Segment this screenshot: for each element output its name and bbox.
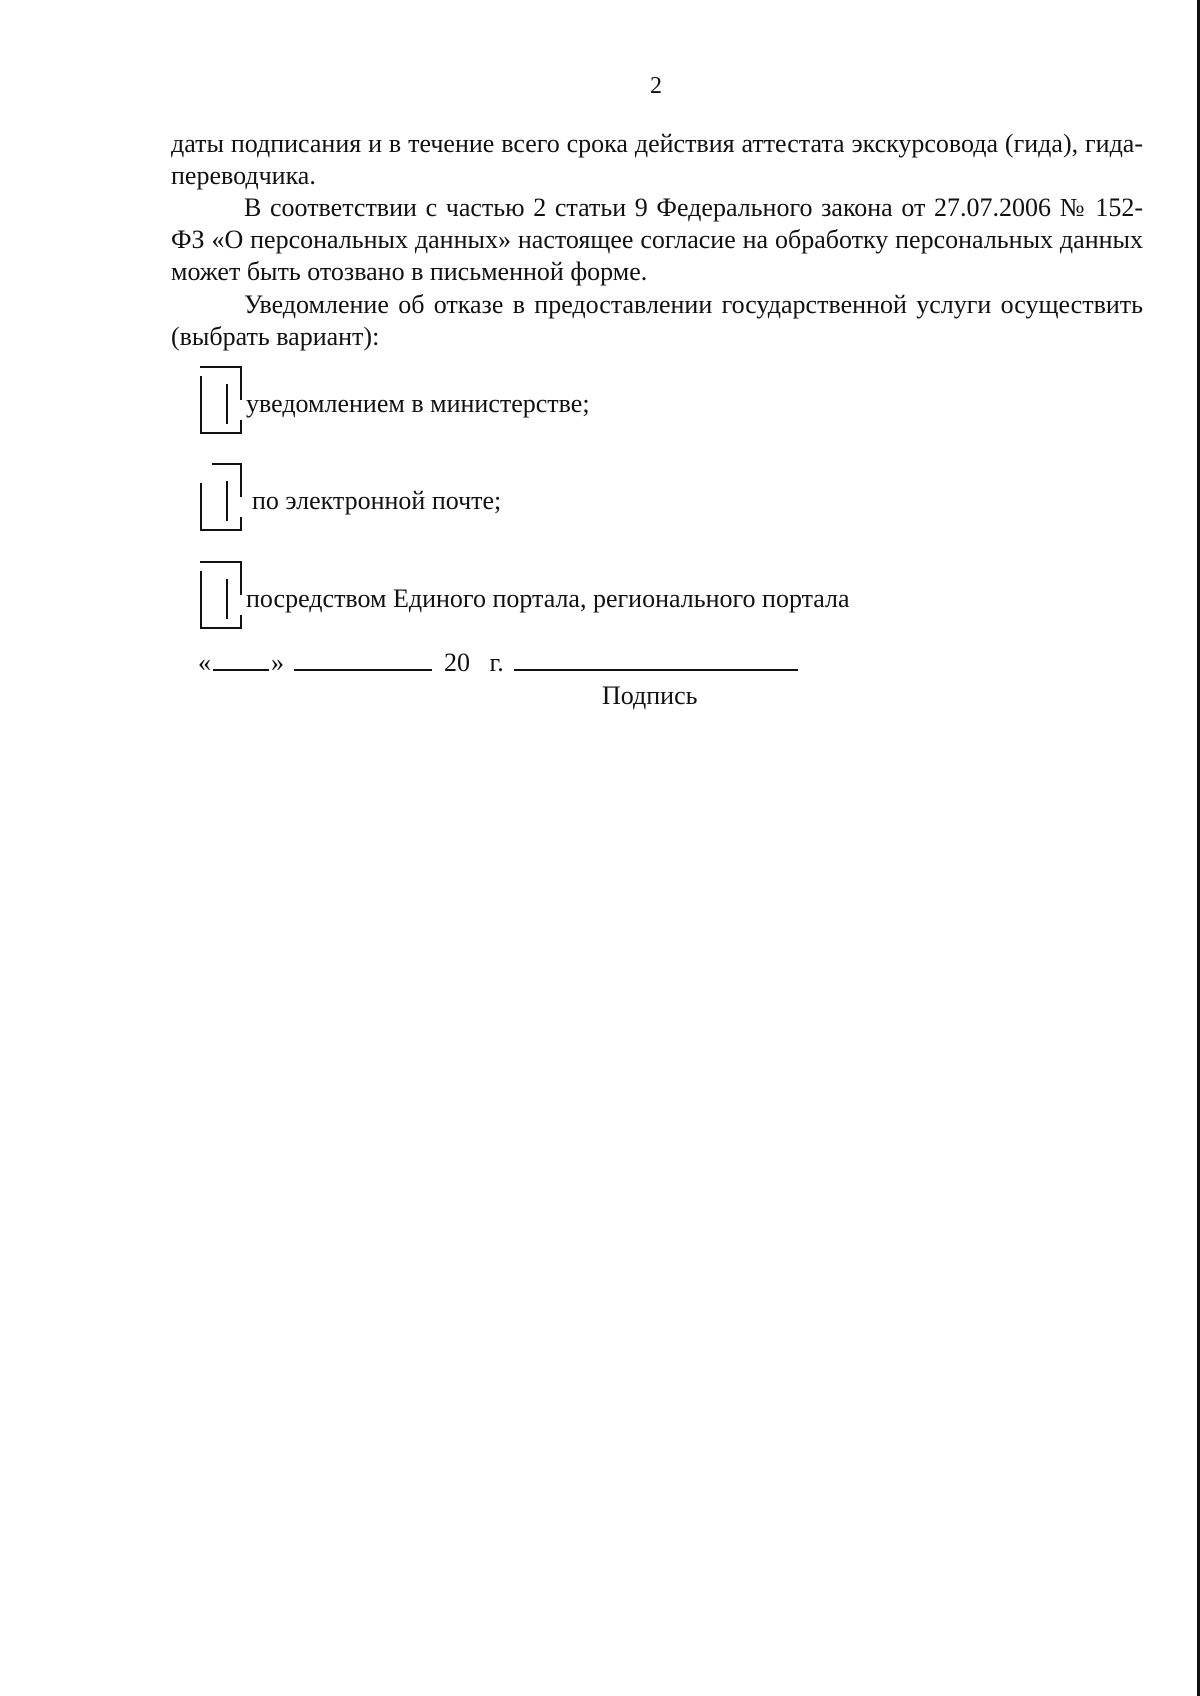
paragraph-withdrawal: В соответствии с частью 2 статьи 9 Федерального закона от 27.07.2006 № 152-ФЗ «О персональных данных» настоящее согласие на обработку персональных данных может быть отозвано в письменной форме. [171,193,1143,286]
quote-close: » [271,648,284,677]
option-portal[interactable] [200,561,1000,631]
year-suffix: г. [489,648,504,677]
year-prefix: 20 [444,648,470,677]
date-signature-line [198,647,798,679]
option-ministry[interactable] [200,366,1000,436]
option-checkbox[interactable] [200,463,244,533]
signature-field[interactable] [514,647,798,671]
option-email[interactable] [200,463,1000,533]
page-number: 2 [650,73,662,99]
option-checkbox[interactable] [200,366,244,436]
option-checkbox[interactable] [200,561,244,631]
paragraph-refusal-notice: Уведомление об отказе в предоставлении государственной услуги осуществить (выбрать вариант): [171,290,1143,351]
quote-open: « [198,648,211,677]
signature-caption: Подпись [602,681,698,710]
month-field[interactable] [294,647,432,671]
paragraph-consent-term: даты подписания и в течение всего срока действия аттестата экскурсовода (гида), гида-переводчика. [171,129,1143,190]
option-label: по электронной почте; [252,486,502,515]
option-label: уведомлением в министерстве; [246,389,590,418]
option-label: посредством Единого портала, регионального портала [246,584,850,613]
day-field[interactable] [213,647,269,671]
